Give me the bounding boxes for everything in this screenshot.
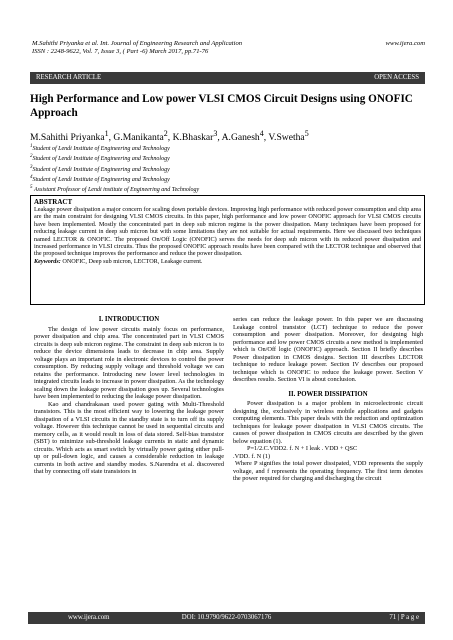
right-column	[233, 316, 423, 483]
abstract-text: Leakage power dissipation a major concern for scaling down portable devices. Improving high performance with reduced power consumption and chip area are the main constraint for designing VLSI CMOS circuits. In this paper, high performance and low power ONOFIC approach for VLSI CMOS circuits have been implemented. Mostly the concentrated part in deep sub micron regime is the power dissipation. Many techniques have been proposed for reducing leakage current in deep sub micron but with some limitations they are not suitable for actual requirements. Here we discussed two techniques named LECTOR & ONOFIC. The proposed On/Off Logic (ONOFIC) serves the needs for deep sub micron with its reduced power dissipation and increased performance in VLSI circuits. Thus the proposed ONOFIC approach results have been compared with the LECTOR technique and observed that the proposed technique improves the performance and reduce the power dissipation.	[34, 206, 421, 258]
affiliation-text: Student of Lendi Institute of Engineering and Technology	[32, 156, 170, 163]
body-paragraph: Where P signifies the total power dissipated, VDD represents the supply voltage, and f represents the operating frequency. The first term denotes the power required for charging and discharging the circuit	[233, 460, 423, 482]
journal-website[interactable]: www.ijera.com	[385, 40, 425, 47]
footer-website[interactable]: www.ijera.com	[68, 614, 110, 621]
equation-line-1: P=1/2.C.VDD2. f. N + I leak . VDD + QSC	[247, 445, 358, 452]
body-paragraph: Kao and chandrakasan used power gating with Multi-Threshold transistors. This is the most efficient way to lowering the leakage power dissipation of a VLSI circuits in the standby state is to turn off its supply voltage. However this technique cannot be used in sequential circuits and memory cells, as it would result in loss of data stored. Self-bias transistor (SBT) to minimize sub-threshold leakage currents in static and dynamic circuits. Which acts as smart switch by virtually power gating either pull-up or pull-down logic, and causes a considerable reduction in leakage currents in both active and standby modes. S.Narendra et al. discovered that by connecting off state transistors in	[34, 400, 224, 475]
affiliation-list	[30, 143, 425, 194]
author-sup: 3	[213, 129, 218, 138]
author-sup: 4	[259, 129, 264, 138]
author-name: K.Bhaskar	[172, 132, 214, 144]
article-type-banner	[30, 72, 425, 84]
author-name: M.Sahithi Priyanka	[30, 132, 105, 144]
section-heading-power-dissipation: II. POWER DISSIPATION	[288, 390, 368, 398]
affiliation-text: Student of Lendi Institute of Engineering and Technology	[32, 176, 170, 183]
body-paragraph: The design of low power circuits mainly focus on performance, power dissipation and chip area. The concentrated part in VLSI CMOS circuits is deep sub micron regime. The constraint in deep sub micron is to reduce the device dimensions leads to decrease in chip area. Supply voltage plays an important role in electronic devices to control the power consumption. By reducing supply voltage and threshold voltage we can retains the performance. Introducing new lower level technologies in integrated circuits leads to increase in power dissipation. As the technology scaling down the leakage power dissipation goes up. Several technologies have been implemented to reducing the leakage power dissipation.	[34, 325, 224, 400]
affiliation-item	[30, 184, 425, 194]
author-name: A.Ganesh	[221, 132, 260, 144]
author-name: V.Swetha	[268, 132, 305, 144]
affiliation-item	[30, 153, 425, 163]
keywords-label: Keywords:	[34, 257, 61, 265]
affiliation-sup: 3	[30, 164, 33, 170]
body-paragraph: series can reduce the leakage power. In this paper we are discussing Leakage control transistor (LCT) technique to reduce the power consumption and power dissipation. Moreover, for designing high performance and low power CMOS circuits a new method is implemented which is On/Off logic (ONOFIC) approach. Section II briefly describes Power dissipation in CMOS designs. Section III describes LECTOR technique to reduce leakage power. Section IV describes our proposed technique which is ONOFIC to reduce the leakage power. Section V describes results. Section VI is about conclusion.	[233, 316, 423, 383]
footer-doi: DOI: 10.9790/9622-0703067176	[181, 614, 272, 621]
affiliation-text: Student of Lendi Institute of Engineering and Technology	[32, 166, 170, 173]
author-sup: 1	[104, 129, 109, 138]
body-paragraph: Power dissipation is a major problem in microelectronic circuit designing the, exclusively in wireless mobile applications and gadgets computing elements. This paper deals with the reduction and optimization techniques for leakage power dissipation in VLSI CMOS circuits. The causes of power dissipation in CMOS circuits are described by the given below equation (1).	[233, 400, 423, 445]
keywords-text: ONOFIC, Deep sub micron, LECTOR, Leakage current.	[62, 257, 203, 265]
author-name: G.Manikanta	[113, 132, 164, 144]
abstract-box	[30, 195, 425, 305]
affiliation-sup: 2	[30, 154, 33, 160]
citation-line-1: M.Sahithi Priyanka et al. Int. Journal of Engineering Research and Application	[32, 40, 243, 47]
page-footer	[28, 612, 425, 624]
affiliation-item	[30, 174, 425, 184]
affiliation-item	[30, 164, 425, 174]
affiliation-text: Assistant Professor of Lendi institute of Engineering and Technology	[34, 187, 200, 194]
affiliation-text: Student of Lendi Institute of Engineering and Technology	[32, 146, 170, 152]
equation-line-2: .VDD. f. N (1)	[233, 452, 271, 460]
affiliation-item	[30, 143, 425, 153]
page-number: 71 | P a g e	[389, 614, 419, 621]
affiliation-sup: 4	[30, 174, 33, 180]
left-column	[34, 316, 224, 476]
author-sup: 5	[304, 129, 309, 138]
affiliation-sup: 1	[30, 144, 33, 149]
journal-header	[32, 40, 425, 56]
article-type-label: RESEARCH ARTICLE	[36, 74, 102, 81]
affiliation-sup: 5	[30, 185, 33, 191]
paper-title: High Performance and Low power VLSI CMOS Circuit Designs using ONOFIC Approach	[30, 93, 413, 119]
keywords-line	[34, 258, 421, 265]
open-access-label: OPEN ACCESS	[374, 74, 419, 81]
citation-line-2: ISSN : 2248-9622, Vol. 7, Issue 3, ( Part -6) March 2017, pp.71-76	[32, 48, 209, 55]
section-heading-introduction: I. INTRODUCTION	[98, 316, 160, 323]
author-sup: 2	[163, 129, 168, 138]
author-list: M.Sahithi Priyanka$^1$, G.Manikanta$^2$, K.Bhaskar$^3$, A.Ganesh$^4$, V.Swetha$^5$	[30, 129, 309, 144]
abstract-heading: ABSTRACT	[34, 198, 73, 206]
